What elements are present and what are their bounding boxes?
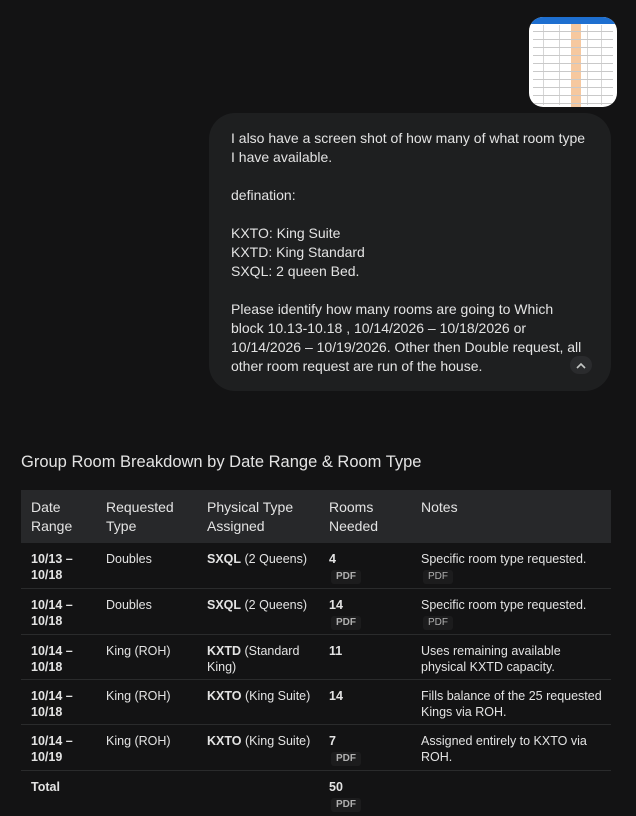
- rooms-needed-value: 14: [329, 688, 405, 704]
- thumbnail-grid-line: [533, 39, 613, 40]
- thumbnail-grid-line: [533, 71, 613, 72]
- rooms-needed-cell: [319, 725, 411, 771]
- rooms-needed-cell: [319, 680, 411, 725]
- rooms-needed-value: 11: [329, 643, 405, 659]
- requested-type-cell: King (ROH): [96, 635, 197, 680]
- thumbnail-grid-line: [533, 95, 613, 96]
- date-range-cell: 10/14 – 10/18: [21, 680, 96, 725]
- total-label: Total: [21, 771, 96, 816]
- requested-type-cell: King (ROH): [96, 725, 197, 771]
- rooms-needed-cell: [319, 543, 411, 589]
- requested-type-cell: King (ROH): [96, 680, 197, 725]
- column-header: Requested Type: [96, 490, 197, 543]
- notes-cell: [411, 543, 611, 589]
- thumbnail-grid-line: [559, 25, 560, 105]
- pdf-source-chip[interactable]: PDF: [423, 616, 453, 630]
- notes-text: Assigned entirely to KXTO via ROH.: [421, 734, 587, 764]
- room-type-code: KXTO: [207, 689, 242, 703]
- rooms-needed-value: 14: [329, 597, 405, 613]
- room-type-description: (2 Queens): [241, 552, 307, 566]
- thumbnail-grid-line: [533, 63, 613, 64]
- table-header-row: [21, 490, 611, 543]
- room-type-description: (King Suite): [242, 689, 311, 703]
- rooms-needed-value: 4: [329, 551, 405, 567]
- attachment-thumbnail[interactable]: [529, 17, 617, 107]
- message-paragraph: SXQL: 2 queen Bed.: [231, 262, 589, 281]
- room-breakdown-table: [21, 490, 611, 816]
- thumbnail-grid-line: [533, 31, 613, 32]
- thumbnail-grid-line: [533, 47, 613, 48]
- total-row: [21, 771, 611, 816]
- column-header: Date Range: [21, 490, 96, 543]
- user-message-bubble: [209, 113, 611, 391]
- column-header: Physical Type Assigned: [197, 490, 319, 543]
- physical-type-cell: [197, 635, 319, 680]
- message-paragraph: KXTD: King Standard: [231, 243, 589, 262]
- response-heading: Group Room Breakdown by Date Range & Room Type: [21, 453, 422, 472]
- table-row: [21, 680, 611, 725]
- room-type-code: KXTD: [207, 644, 241, 658]
- message-paragraph: Please identify how many rooms are going to Which block 10.13-10.18 , 10/14/2026 – 10/18/2026 or 10/14/2026 – 10/19/2026. Other then Double request, all other room request are run of the house.: [231, 300, 589, 376]
- rooms-needed-cell: [319, 589, 411, 635]
- column-header: Rooms Needed: [319, 490, 411, 543]
- thumbnail-grid-line: [533, 87, 613, 88]
- chevron-up-icon: [576, 362, 586, 369]
- room-type-description: (2 Queens): [241, 598, 307, 612]
- message-paragraph: KXTO: King Suite: [231, 224, 589, 243]
- table-row: [21, 589, 611, 635]
- room-type-code: SXQL: [207, 552, 241, 566]
- empty-cell: [411, 771, 611, 816]
- physical-type-cell: [197, 543, 319, 589]
- physical-type-cell: [197, 725, 319, 771]
- requested-type-cell: Doubles: [96, 543, 197, 589]
- room-type-code: SXQL: [207, 598, 241, 612]
- thumbnail-grid-line: [601, 25, 602, 105]
- physical-type-cell: [197, 589, 319, 635]
- pdf-source-chip[interactable]: PDF: [331, 798, 361, 812]
- date-range-cell: 10/14 – 10/19: [21, 725, 96, 771]
- empty-cell: [197, 771, 319, 816]
- rooms-needed-cell: [319, 635, 411, 680]
- thumbnail-grid-line: [587, 25, 588, 105]
- notes-text: Specific room type requested.: [421, 552, 586, 566]
- date-range-cell: 10/14 – 10/18: [21, 589, 96, 635]
- notes-cell: [411, 680, 611, 725]
- notes-text: Fills balance of the 25 requested Kings via ROH.: [421, 689, 602, 719]
- thumbnail-grid-line: [533, 103, 613, 104]
- table-row: [21, 543, 611, 589]
- date-range-cell: 10/14 – 10/18: [21, 635, 96, 680]
- thumbnail-grid-line: [543, 25, 544, 105]
- physical-type-cell: [197, 680, 319, 725]
- rooms-needed-value: 7: [329, 733, 405, 749]
- thumbnail-header-bar: [529, 17, 617, 24]
- date-range-cell: 10/13 – 10/18: [21, 543, 96, 589]
- notes-cell: [411, 635, 611, 680]
- total-rooms-value: 50: [329, 779, 405, 795]
- column-header: Notes: [411, 490, 611, 543]
- room-type-description: (Standard King): [207, 644, 299, 674]
- table-row: [21, 725, 611, 771]
- room-type-description: (King Suite): [242, 734, 311, 748]
- pdf-source-chip[interactable]: PDF: [331, 752, 361, 766]
- message-paragraph: defination:: [231, 186, 589, 205]
- pdf-source-chip[interactable]: PDF: [331, 570, 361, 584]
- collapse-message-button[interactable]: [570, 356, 592, 374]
- thumbnail-grid-line: [533, 55, 613, 56]
- empty-cell: [96, 771, 197, 816]
- thumbnail-grid-line: [533, 79, 613, 80]
- notes-text: Uses remaining available physical KXTD capacity.: [421, 644, 561, 674]
- table-row: [21, 635, 611, 680]
- message-paragraph: I also have a screen shot of how many of what room type I have available.: [231, 129, 589, 167]
- room-type-code: KXTO: [207, 734, 242, 748]
- notes-text: Specific room type requested.: [421, 598, 586, 612]
- notes-cell: [411, 589, 611, 635]
- requested-type-cell: Doubles: [96, 589, 197, 635]
- pdf-source-chip[interactable]: PDF: [423, 570, 453, 584]
- notes-cell: [411, 725, 611, 771]
- total-rooms-cell: [319, 771, 411, 816]
- pdf-source-chip[interactable]: PDF: [331, 616, 361, 630]
